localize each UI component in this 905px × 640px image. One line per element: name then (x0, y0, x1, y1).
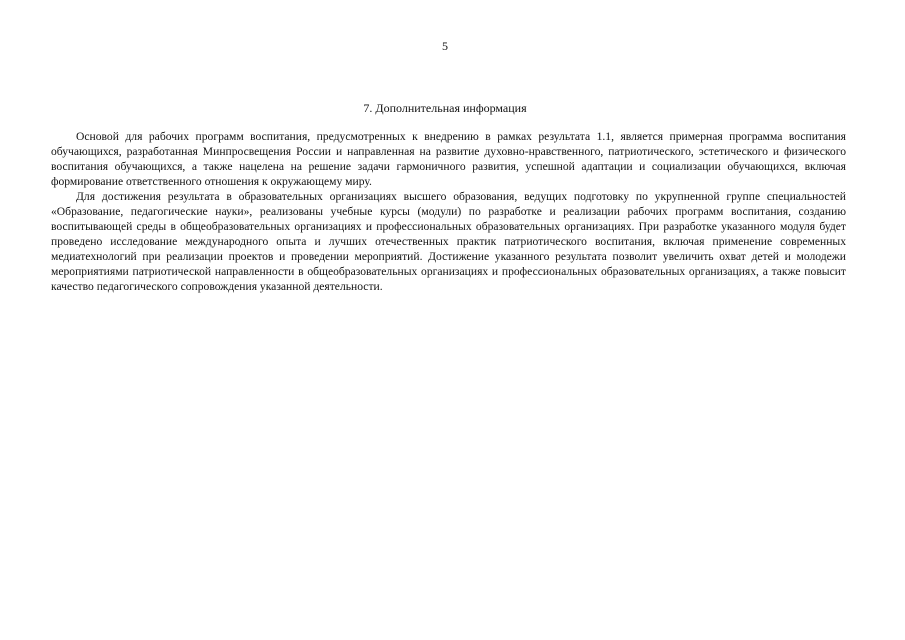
section-title: 7. Дополнительная информация (363, 101, 527, 115)
paragraph: Для достижения результата в образовательных организациях высшего образования, ведущих подготовку по укрупненной группе специальностей «Образование, педагогические науки», реализованы учебные курсы (модули) по разработке и реализации рабочих программ воспитания, созданию воспитывающей среды в общеобразовательных организациях и профессиональных образовательных организациях. При разработке указанного модуля будет проведено исследование международного опыта и лучших отечественных практик патриотического воспитания, включая применение современных медиатехнологий при реализации проектов и проведении мероприятий. Достижение указанного результата позволит увеличить охват детей и молодежи мероприятиями патриотической направленности в общеобразовательных организациях и профессиональных образовательных организациях, а также повысит качество педагогического сопровождения указанной деятельности. (51, 190, 846, 293)
section-body (51, 129, 846, 294)
paragraph: Основой для рабочих программ воспитания, предусмотренных к внедрению в рамках результата 1.1, является примерная программа воспитания обучающихся, разработанная Минпросвещения России и направленная на развитие духовно-нравственного, патриотического, эстетического и физического воспитания обучающихся, а также нацелена на решение задачи гармоничного развития, успешной адаптации и социализации обучающихся, включая формирование ответственного отношения к окружающему миру. (51, 130, 846, 188)
page-number: 5 (442, 39, 448, 53)
